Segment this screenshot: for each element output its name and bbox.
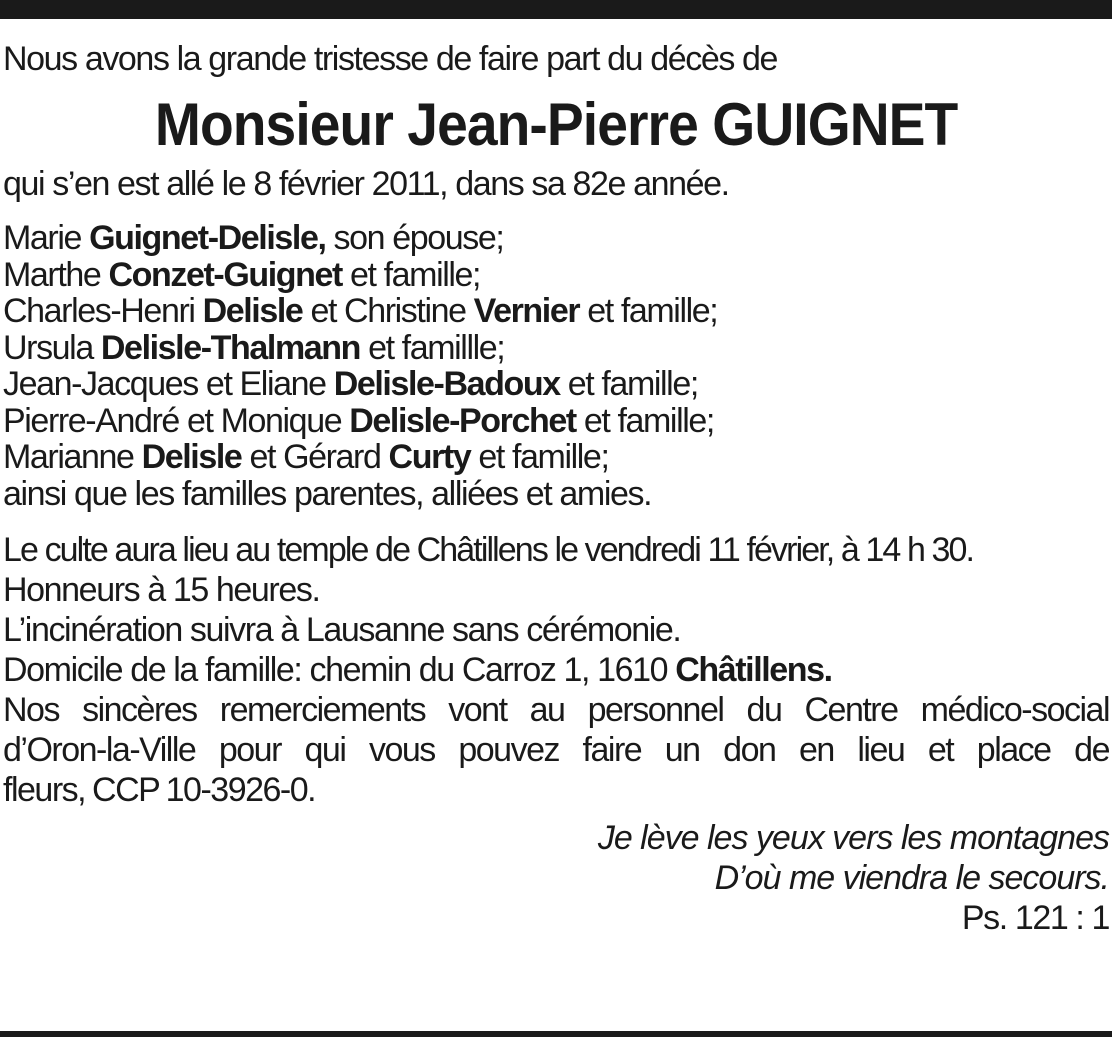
- passing-text: qui s’en est allé le 8 février 2011, dans sa 82e année.: [3, 165, 729, 203]
- thanks-line: Nos sincères remerciements vont au personnel du Centre médico-social: [3, 691, 1109, 729]
- deceased-name-text: Monsieur Jean-Pierre GUIGNET: [154, 91, 958, 158]
- mourner-line: Ursula Delisle-Thalmann et famillle;: [3, 328, 505, 367]
- ceremony-details: [3, 530, 1109, 810]
- mourner-line: Pierre-André et Monique Delisle-Porchet et famille;: [3, 401, 714, 440]
- verse-line: Je lève les yeux vers les montagnes: [597, 819, 1109, 857]
- mourner-line: Marthe Conzet-Guignet et famille;: [3, 255, 481, 294]
- thanks-line: d’Oron-la-Ville pour qui vous pouvez faire un don en lieu et place de: [3, 731, 1109, 769]
- mourner-line: Charles-Henri Delisle et Christine Vernier et famille;: [3, 292, 718, 330]
- cremation-text: L’incinération suivra à Lausanne sans cérémonie.: [3, 611, 681, 649]
- mourner-line: Marie Guignet-Delisle, son épouse;: [3, 219, 504, 257]
- verse-reference: Ps. 121 : 1: [961, 899, 1109, 937]
- mourner-line: Marianne Delisle et Gérard Curty et famille;: [3, 438, 609, 476]
- deceased-name: [3, 88, 1109, 162]
- mourner-line: ainsi que les familles parentes, alliées et amies.: [3, 474, 652, 513]
- bottom-rule: [0, 1031, 1112, 1037]
- mourner-line: Jean-Jacques et Eliane Delisle-Badoux et famille;: [3, 365, 698, 403]
- mourners-list: [3, 220, 1109, 512]
- obituary-notice: [3, 36, 1109, 938]
- thanks-line: fleurs, CCP 10-3926-0.: [3, 771, 316, 809]
- honours-text: Honneurs à 15 heures.: [3, 571, 320, 609]
- intro-text: Nous avons la grande tristesse de faire part du décès de: [3, 40, 777, 78]
- service-text: Le culte aura lieu au temple de Châtillens le vendredi 11 février, à 14 h 30.: [3, 531, 974, 569]
- top-rule: [0, 0, 1112, 19]
- verse-line: D’où me viendra le secours.: [714, 859, 1109, 897]
- domicile-text: Domicile de la famille: chemin du Carroz 1, 1610 Châtillens.: [3, 651, 832, 689]
